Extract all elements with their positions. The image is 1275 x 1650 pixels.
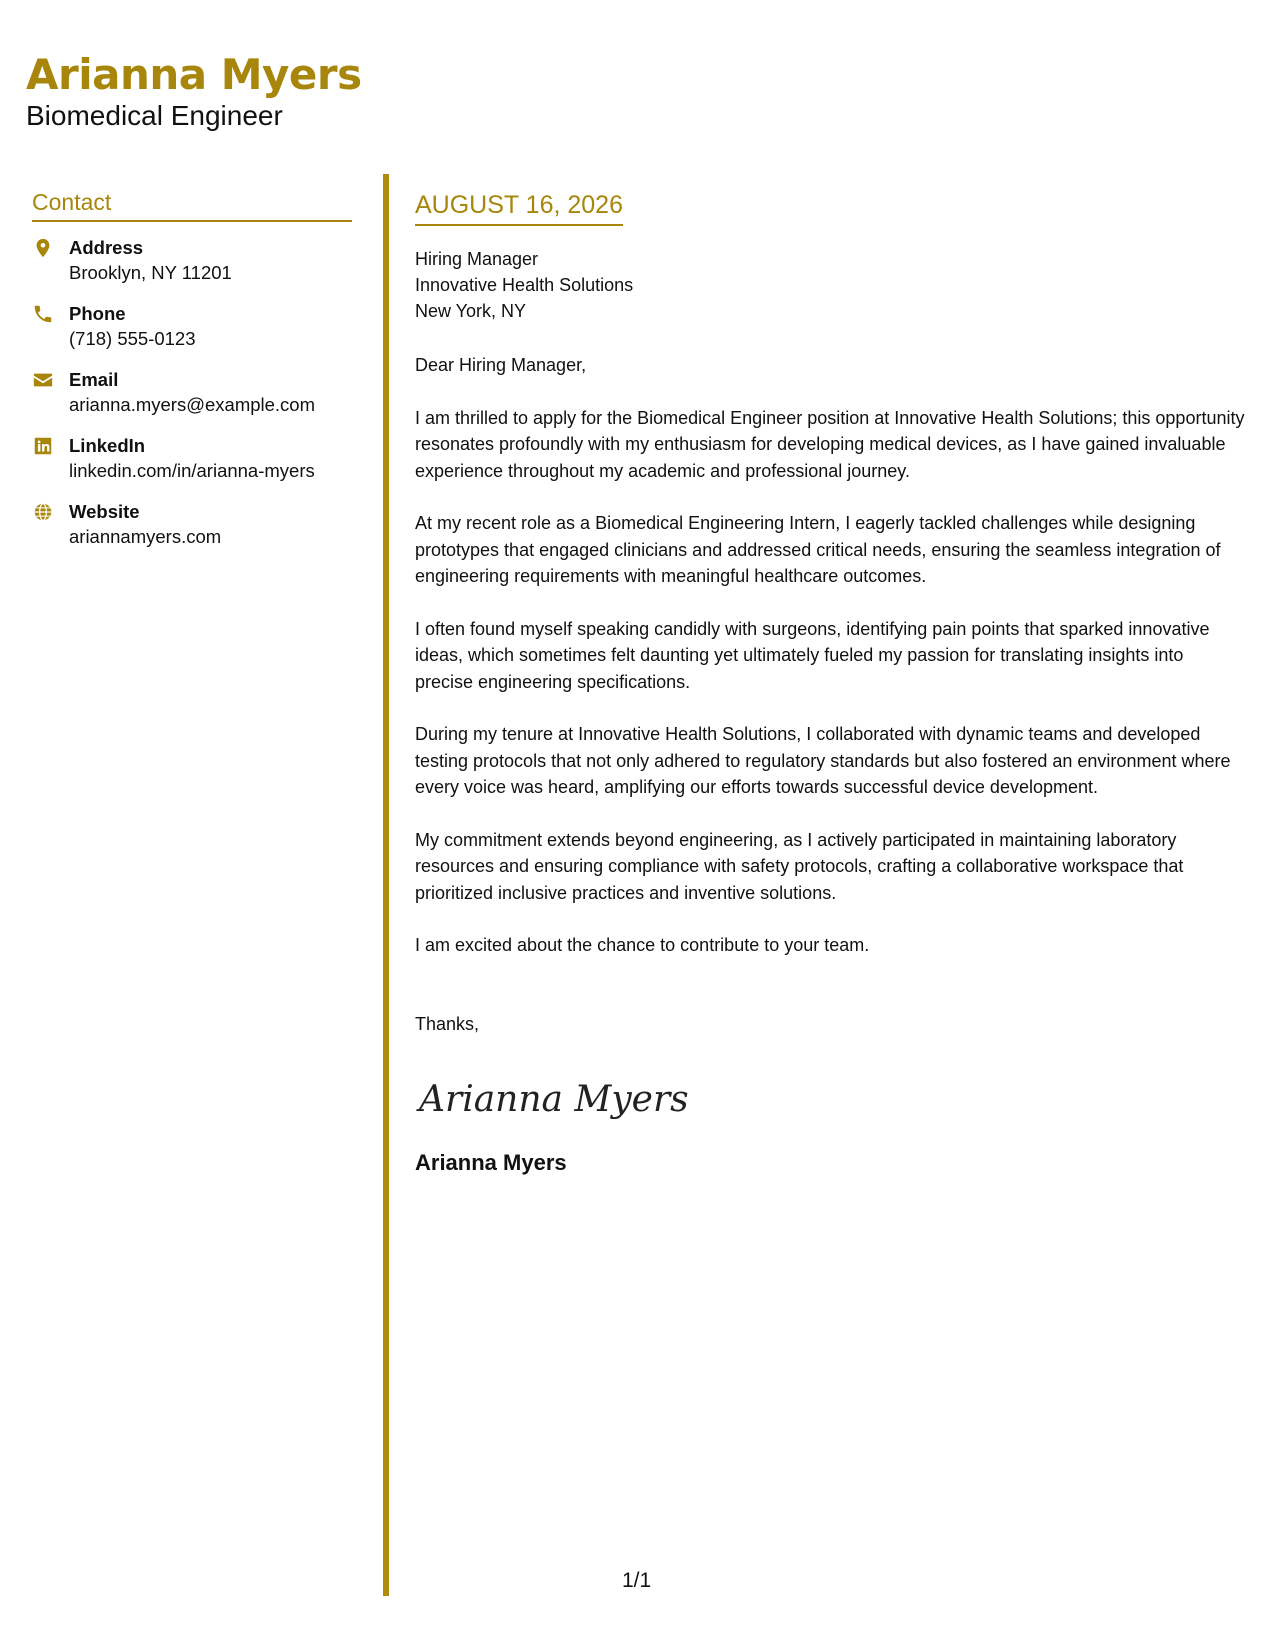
contact-label: Phone bbox=[69, 303, 126, 324]
contact-text bbox=[69, 301, 196, 351]
letter-paragraph: My commitment extends beyond engineering, as I actively participated in maintaining laboratory resources and ensuring compliance with safety protocols, crafting a collaborative workspace that prioritized inclusive practices and inventive solutions. bbox=[415, 829, 1184, 903]
contact-text bbox=[69, 499, 221, 549]
contact-item-phone bbox=[32, 301, 352, 351]
contact-item-email bbox=[32, 367, 352, 417]
contact-heading: Contact bbox=[32, 188, 352, 222]
contact-value: ariannamyers.com bbox=[69, 526, 222, 547]
letter-paragraph: I am excited about the chance to contribute to your team. bbox=[415, 935, 870, 955]
linkedin-icon bbox=[32, 435, 54, 457]
map-pin-icon bbox=[32, 237, 54, 259]
letter-paragraph: During my tenure at Innovative Health Solutions, I collaborated with dynamic teams and developed testing protocols that not only adhered to regulatory standards but also fostered an environment where every voice was heard, amplifying our efforts towards successful device development. bbox=[415, 724, 1231, 797]
contact-value: Brooklyn, NY 11201 bbox=[69, 262, 232, 283]
letter-date: AUGUST 16, 2026 bbox=[415, 190, 623, 226]
globe-icon bbox=[32, 501, 54, 523]
phone-icon bbox=[32, 303, 54, 325]
closing: Thanks, bbox=[415, 1013, 480, 1034]
envelope-icon bbox=[32, 369, 54, 391]
contact-sidebar bbox=[32, 188, 352, 565]
contact-label: Website bbox=[69, 501, 140, 522]
applicant-name: Arianna Myers bbox=[26, 50, 362, 99]
contact-item-linkedin bbox=[32, 433, 352, 483]
letter-paragraph: I am thrilled to apply for the Biomedical Engineer position at Innovative Health Solutions; this opportunity resonates profoundly with my enthusiasm for developing medical devices, as I have gained invaluable experience throughout my academic and professional journey. bbox=[415, 407, 1245, 481]
contact-value: arianna.myers@example.com bbox=[69, 394, 316, 415]
contact-text bbox=[69, 367, 315, 417]
contact-value: (718) 555-0123 bbox=[69, 328, 196, 349]
signoff-name: Arianna Myers bbox=[415, 1150, 567, 1175]
signature-text: Arianna Myers bbox=[419, 1079, 689, 1120]
letter-paragraph: I often found myself speaking candidly with surgeons, identifying pain points that sparked innovative ideas, which sometimes felt daunting yet ultimately fueled my passion for translating insights into precise engineering specifications. bbox=[415, 618, 1210, 692]
recipient-line: Innovative Health Solutions bbox=[415, 275, 634, 295]
letter-body bbox=[415, 190, 1245, 1177]
recipient-line: Hiring Manager bbox=[415, 249, 539, 269]
recipient-line: New York, NY bbox=[415, 301, 527, 321]
letter-paragraph: At my recent role as a Biomedical Engineering Intern, I eagerly tackled challenges while designing prototypes that engaged clinicians and addressed critical needs, ensuring the seamless integration of engineering requirements with meaningful healthcare outcomes. bbox=[415, 513, 1221, 586]
header bbox=[26, 50, 362, 132]
contact-value: linkedin.com/in/arianna-myers bbox=[69, 460, 315, 481]
contact-label: Email bbox=[69, 369, 119, 390]
contact-item-website bbox=[32, 499, 352, 549]
vertical-divider bbox=[383, 174, 389, 1596]
contact-text bbox=[69, 235, 232, 285]
recipient-block bbox=[415, 246, 1245, 324]
page-number: 1/1 bbox=[622, 1569, 652, 1592]
salutation: Dear Hiring Manager, bbox=[415, 355, 587, 375]
applicant-role: Biomedical Engineer bbox=[26, 100, 283, 131]
contact-label: LinkedIn bbox=[69, 435, 146, 456]
contact-text bbox=[69, 433, 315, 483]
handwritten-signature bbox=[415, 1067, 695, 1127]
contact-label: Address bbox=[69, 237, 144, 258]
contact-item-address bbox=[32, 235, 352, 285]
